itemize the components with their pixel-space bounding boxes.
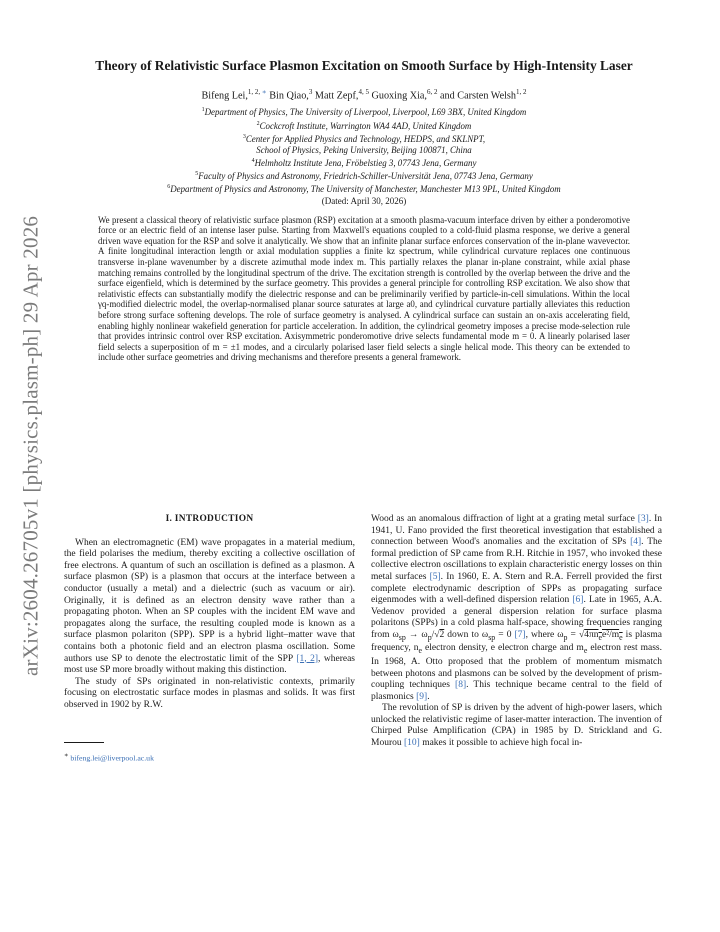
affiliation: $^3$Center for Applied Physics and Technology, HEDPS, and SKLNPT, (242, 133, 486, 144)
citation-link[interactable]: [5] (429, 571, 441, 582)
paragraph: The revolution of SP is driven by the advent of high-power lasers, which unlocked the relativistic regime of laser-matter interaction. The invention of Chirped Pulse Amplification (CPA) in 1985 by D. Strickland and G. Mourou [10] makes it possible to achieve high focal in- (371, 703, 662, 749)
author-name: Matt Zepf, (314, 90, 359, 102)
citation-link[interactable]: [9] (416, 691, 428, 702)
author-name: Guoxing Xia, (371, 90, 427, 102)
citation-link[interactable]: [1, 2] (296, 653, 319, 664)
right-column (371, 514, 662, 762)
left-column (64, 514, 355, 762)
paragraph: When an electromagnetic (EM) wave propagates in a material medium, the field polarises the medium, thereby exciting a collective oscillation of free electrons. A quantum of such an oscillation is defined as a plasmon. A surface plasmon (SP) is a plasmon that occurs at the interface between a conductor (usually a metal) and a dielectric (such as vacuum or air). Originally, it is defined as an electron density wave rather than a propagating photon. When an SP couples with the incident EM wave and propagates along the surface, the resulting coupled mode is known as a surface plasmon polariton (SPP). SPP is a hybrid light–matter wave that contains both a photonic field and an electron plasma oscillation. Some authors use SP to denote the electrostatic limit of the SPP [1, 2], whereas most use SP more broadly without making this distinction. (64, 537, 355, 676)
citation-link[interactable]: [10] (404, 738, 420, 749)
arxiv-identifier: arXiv:2604.26705v1 [physics.plasm-ph] 29 Apr 2026 (18, 215, 43, 676)
citation-link[interactable]: [3] (637, 514, 649, 524)
author-affil-sup: 6, 2 (426, 88, 438, 96)
affiliation: $^4$Helmholtz Institute Jena, Fröbelstieg 3, 07743 Jena, Germany (251, 158, 477, 169)
affiliation: $^2$Cockcroft Institute, Warrington WA4 4AD, United Kingdom (256, 120, 472, 131)
affiliation: $^5$Faculty of Physics and Astronomy, Friedrich-Schiller-Universität Jena, 07743 Jena, Germany (195, 171, 533, 182)
paragraph: Wood as an anomalous diffraction of light at a grating metal surface [3]. In 1941, U. Fano provided the first theoretical investigation that established a connection between Wood's anomalies and the excitation of SPs [4]. The formal prediction of SP came from R.H. Ritchie in 1957, who invoked these collective electron oscillations to explain characteristic energy losses on thin metal surfaces [5]. In 1960, E. A. Stern and R.A. Ferrell provided the first complete electrodynamic description of SPPs as propagating surface eigenmodes with a well-defined dispersion relation [6]. Late in 1965, A.A. Vedenov provided a general dispersion relation for surface plasma polaritons (SPPs) in a cold plasma half-space, showing frequencies ranging from $\omega_{sp} \to \omega_p/√2$ down to $\omega_{sp} = 0$ [7], where $\omega_p = √4\pi n_ee^2/m_e$ is plasma frequency, $n_e$ electron density, e electron charge and $m_e$ electron rest mass. In 1968, A. Otto proposed that the problem of momentum mismatch between photons and plasmons can be solved by the development of prism-coupling techniques [8]. This technique became central to the field of plasmonics [9]. (371, 514, 662, 702)
author-list (64, 86, 664, 102)
citation-link[interactable]: [4] (630, 537, 642, 548)
body-columns (64, 514, 662, 762)
section-heading: I. INTRODUCTION (165, 514, 254, 524)
affiliation: School of Physics, Peking University, Beijing 100871, China (256, 144, 472, 155)
author-affil-sup: 4, 5 (358, 88, 369, 96)
author-affil-sup: 1, 2, (247, 88, 262, 96)
author-name: Bifeng Lei, (201, 90, 248, 102)
affiliation-list (64, 105, 664, 195)
affiliation: $^6$Department of Physics and Astronomy, The University of Manchester, Manchester M13 9PL, United Kingdom (167, 184, 561, 195)
author-affil-sup: 3 (308, 88, 313, 96)
dated-line: (Dated: April 30, 2026) (321, 195, 407, 206)
author-name: Bin Qiao, (269, 90, 309, 102)
paragraph: The study of SPs originated in non-relativistic contexts, primarily focusing on electrostatic surface modes in plasmas and solids. It was first observed in 1902 by R.W. (64, 676, 355, 710)
abstract: We present a classical theory of relativistic surface plasmon (RSP) excitation at a smooth plasma-vacuum interface driven by either a ponderomotive force or an electric field of an intense laser pulse. Starting from Maxwell's equations coupled to a cold-fluid plasma response, we derive a general driven wave equation for the RSP and solve it analytically. We show that an infinite planar surface enforces conservation of the in-plane wavevector. A finite longitudinal interaction length or axial modulation supplies a finite kz spectrum, while cylindrical curvature replaces one continuous transverse in-plane wavenumber by a discrete azimuthal mode index m. This partially relaxes the planar in-plane constraint, while axial phase matching remains controlled by the longitudinal spectrum of the drive. The excitation strength is controlled by the overlap between the drive and the surface eigenfield, which is determined by the surface geometry. This provides a general principle for controlling RSP excitation. We also show that relativistic effects can substantially modify the dielectric response and can be preliminarily verified by particle-in-cell simulations. Within the local γq-modified dielectric model, the overlap-normalised planar source saturates at large a0, and cylindrical curvature partially alleviates this reduction before strong surface softening develops. The role of surface geometry is analysed. A cylindrical surface can sustain an on-axis accelerating field, enabling highly nonlinear wakefield generation for particle acceleration. In addition, the cylindrical geometry imposes a precise mode-selection rule that provides intrinsic control over RSP excitation. Axisymmetric ponderomotive drive selects fundamental mode m = 0. A linearly polarised laser field selects a superposition of m = ±1 modes, and a circularly polarised laser field selects a single helical mode. This theory can be extended to include other surface geometries and driving mechanisms and therefore presents a general framework. (98, 214, 630, 363)
author-affil-sup: 1, 2 (515, 88, 527, 96)
citation-link[interactable]: [8] (455, 680, 467, 691)
footnote: ∗ bifeng.lei@liverpool.ac.uk (64, 751, 154, 763)
author-name: and Carsten Welsh (440, 90, 516, 102)
citation-link[interactable]: [6] (572, 595, 584, 606)
affiliation: $^1$Department of Physics, The University of Liverpool, Liverpool, L69 3BX, United Kingdom (201, 107, 527, 118)
paper-header (64, 58, 664, 363)
citation-link[interactable]: [7] (514, 629, 526, 640)
paper-title: Theory of Relativistic Surface Plasmon Excitation on Smooth Surface by High-Intensity Laser (95, 58, 633, 73)
footnote-link[interactable]: ∗ (261, 88, 267, 96)
email-link[interactable]: bifeng.lei@liverpool.ac.uk (70, 753, 154, 763)
footnote-rule (64, 742, 104, 743)
